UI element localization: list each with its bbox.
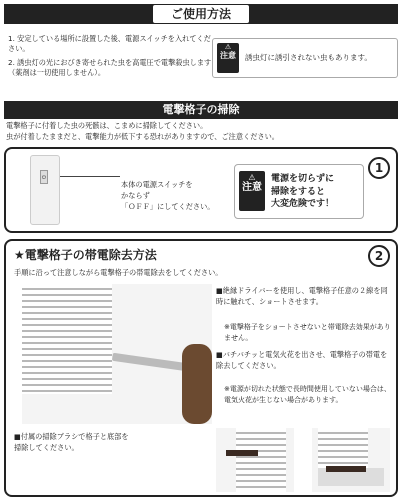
brush-caption-line-2: 掃除してください。 [14, 442, 79, 452]
usage-title: ご使用方法 [153, 5, 249, 23]
step2-note-1: ※電撃格子をショートさせないと帯電除去効果がありません。 [224, 323, 391, 342]
brush-grid-photo [216, 428, 294, 492]
warning-triangle-icon: ⚠ [224, 43, 232, 51]
brush-bottom-photo [312, 428, 390, 492]
step2-item-1: ■絶縁ドライバーを使用し、電撃格子任意の２線を同時に触れて、ショートさせます。 [216, 286, 388, 306]
step1-warning-text [271, 173, 334, 211]
switch-instruction [121, 180, 229, 212]
brush-caption-line-1: ■付属の掃除ブラシで格子と底部を [14, 432, 129, 441]
pointer-line [60, 176, 120, 177]
usage-warning-box [212, 38, 398, 78]
cleaning-title: 電撃格子の掃除 [162, 103, 240, 116]
step1-warning-box [234, 164, 364, 219]
step2-note-2: ※電源が切れた状態で長時間使用していない場合は、電気火花が生じない場合があります。 [224, 385, 391, 404]
switch-text-2: かならず [121, 190, 150, 200]
step-number-2: 2 [368, 245, 390, 267]
caution-label: 注意 [220, 50, 236, 60]
brush-image [226, 450, 258, 456]
step2-subtitle: 手順に沿って注意しながら電撃格子の帯電除去をしてください。 [14, 268, 223, 277]
usage-step-1: 1. 安定している場所に設置した後、電源スイッチを入れてください。 [8, 34, 211, 54]
step1-warning-line-2: 掃除をすると [271, 186, 326, 197]
caution-label: 注意 [242, 182, 262, 194]
power-switch-icon: ⏻ [40, 170, 48, 184]
cleaning-intro-line-2: 虫が付着したままだと、電撃能力が低下する恐れがありますので、ご注意ください。 [6, 131, 279, 141]
grid-image [236, 428, 286, 492]
cleaning-header [4, 101, 398, 119]
step1-warning-line-1: 電源を切らずに [271, 174, 335, 184]
hand-image [182, 344, 212, 424]
usage-steps [8, 34, 213, 79]
cleaning-intro [6, 121, 398, 143]
device-illustration [30, 155, 60, 225]
electric-grid-image [22, 284, 112, 394]
grid-shorting-photo [22, 284, 212, 424]
caution-badge [217, 43, 239, 73]
switch-text-1: 本体の電源スイッチを [121, 180, 193, 189]
usage-header [4, 4, 398, 24]
switch-text-3: 「ＯＦＦ」にしてください。 [121, 201, 215, 211]
step-number-1: 1 [368, 157, 390, 179]
caution-badge [239, 171, 265, 211]
brush-caption [14, 432, 194, 454]
cleaning-intro-line-1: 電撃格子に付着した虫の死骸は、こまめに掃除してください。 [6, 121, 208, 130]
usage-warning-text: 誘虫灯に誘引されない虫もあります。 [245, 53, 372, 62]
usage-step-2: 2. 誘虫灯の光におびき寄せられた虫を高電圧で電撃殺虫します（薬剤は一切使用しません）。 [8, 57, 212, 78]
brush-image [326, 466, 366, 472]
step2-title: ★電撃格子の帯電除去方法 [14, 248, 157, 262]
step2-item-2: ■バチバチッと電気火花を出させ、電撃格子の帯電を除去してください。 [216, 350, 388, 370]
step1-warning-line-3: 大変危険です！ [271, 199, 335, 210]
warning-triangle-icon: ⚠ [248, 173, 256, 182]
